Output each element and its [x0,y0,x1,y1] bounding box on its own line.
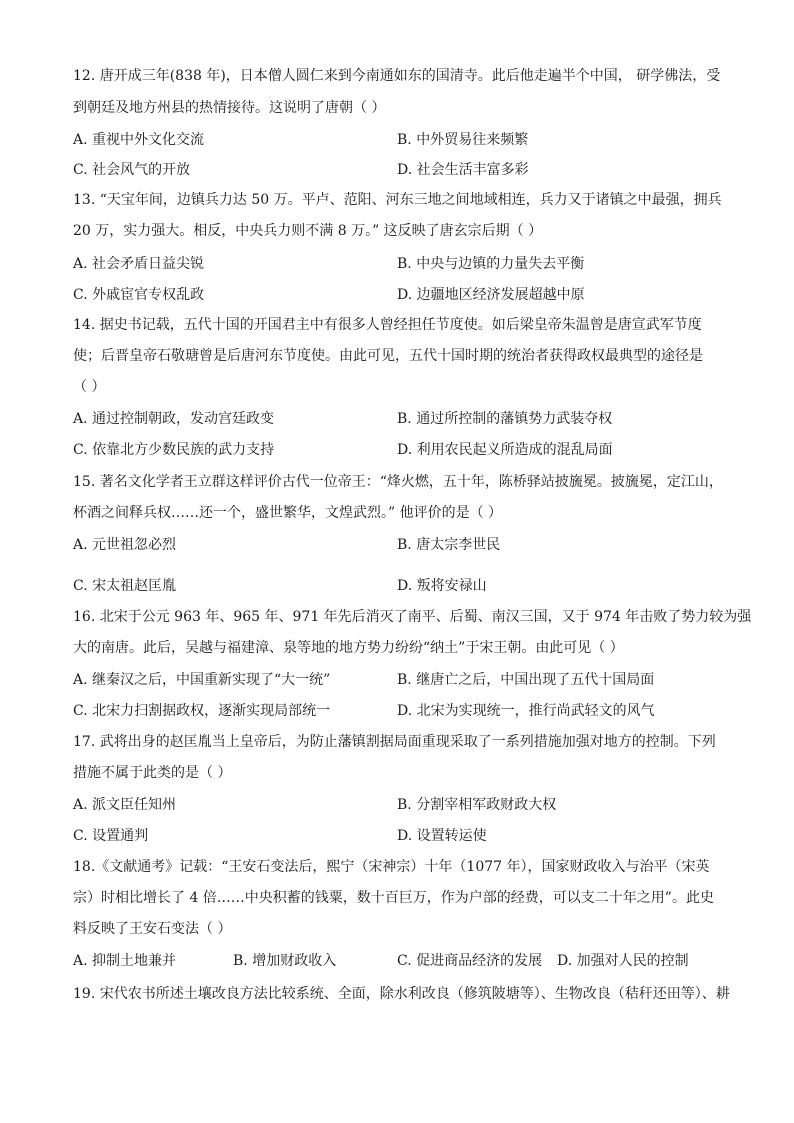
q18-option-d: D. 加强对人民的控制 [557,953,689,969]
q14-line-1: 14. 据史书记载，五代十国的开国君主中有很多人曾经担任节度使。如后梁皇帝朱温曾是唐宣武军节度 [73,317,702,333]
q16-line-2: 大的南唐。此后，吴越与福建漳、泉等地的地方势力纷纷“纳土”于宋王朝。由此可见（ ） [73,640,624,656]
q15-line-2: 杯酒之间释兵权……还一个，盛世繁华，文煌武烈。” 他评价的是（ ） [73,505,503,521]
q17-line-1: 17. 武将出身的赵匡胤当上皇帝后，为防止藩镇割据局面重现采取了一系列措施加强对地方的控制。下列 [73,734,716,750]
q12-line-1: 12. 唐开成三年(838 年)，日本僧人圆仁来到今南通如东的国清寺。此后他走遍半个中国， 研学佛法，受 [73,68,721,84]
q16-option-b: B. 继唐亡之后，中国出现了五代十国局面 [397,672,655,688]
q15-option-d: D. 叛将安禄山 [397,578,487,594]
q13-line-1: 13. “天宝年间，边镇兵力达 50 万。平卢、范阳、河东三地之间地域相连，兵力又于诸镇之中最强，拥兵 [73,192,722,208]
q17-line-2: 措施不属于此类的是（ ） [73,765,232,781]
q14-option-a: A. 通过控制朝政，发动宫廷政变 [73,411,275,427]
q15-line-1: 15. 著名文化学者王立群这样评价古代一位帝王：“烽火燃，五十年，陈桥驿站披旒冕。披旒冕，定江山， [73,474,723,490]
q14-option-d: D. 利用农民起义所造成的混乱局面 [397,442,613,458]
q12-option-d: D. 社会生活丰富多彩 [397,162,529,178]
q13-option-d: D. 边疆地区经济发展超越中原 [397,287,585,303]
q17-option-c: C. 设置通判 [73,828,149,844]
q18-line-1: 18.《文献通考》记载：“王安石变法后，熙宁（宋神宗）十年（1077 年），国家财政收入与治平（宋英 [73,859,710,875]
q13-option-a: A. 社会矛盾日益尖锐 [73,256,205,272]
q15-option-b: B. 唐太宗李世民 [397,537,501,553]
q18-option-b: B. 增加财政收入 [233,953,337,969]
q14-line-3: （ ） [73,379,106,395]
q18-line-2: 宗）时相比增长了 4 倍……中央积蓄的钱粟，数十百巨万，作为户部的经费，可以支二十年之用”。此史 [73,890,714,906]
q18-option-a: A. 抑制土地兼并 [73,953,177,969]
q14-option-c: C. 依靠北方少数民族的武力支持 [73,442,275,458]
q15-option-a: A. 元世祖忽必烈 [73,537,177,553]
q13-line-2: 20 万，实力强大。相反，中央兵力则不满 8 万。” 这反映了唐玄宗后期（ ） [73,223,543,239]
q18-line-3: 料反映了王安石变法（ ） [73,921,232,937]
q15-option-c: C. 宋太祖赵匡胤 [73,578,177,594]
q16-option-d: D. 北宋为实现统一，推行尚武轻文的风气 [397,703,655,719]
q13-option-c: C. 外戚宦官专权乱政 [73,287,205,303]
q12-option-c: C. 社会风气的开放 [73,162,191,178]
q14-line-2: 使；后晋皇帝石敬瑭曾是后唐河东节度使。由此可见，五代十国时期的统治者获得政权最典型的途径是 [73,348,703,364]
q17-option-a: A. 派文臣任知州 [73,797,177,813]
q17-option-d: D. 设置转运使 [397,828,487,844]
q16-option-c: C. 北宋力扫割据政权，逐渐实现局部统一 [73,703,331,719]
q14-option-b: B. 通过所控制的藩镇势力武装夺权 [397,411,613,427]
q12-option-b: B. 中外贸易往来频繁 [397,132,529,148]
q19-line-1: 19. 宋代农书所述土壤改良方法比较系统、全面，除水利改良（修筑陂塘等）、生物改良（秸秆还田等）、耕 [73,986,730,1002]
q16-option-a: A. 继秦汉之后，中国重新实现了“大一统” [73,672,331,688]
q16-line-1: 16. 北宋于公元 963 年、965 年、971 年先后消灭了南平、后蜀、南汉三国，又于 974 年击败了势力较为强 [73,609,752,625]
q17-option-b: B. 分割宰相军政财政大权 [397,797,557,813]
q12-line-2: 到朝廷及地方州县的热情接待。这说明了唐朝（ ） [73,100,386,116]
q12-option-a: A. 重视中外文化交流 [73,132,205,148]
q13-option-b: B. 中央与边镇的力量失去平衡 [397,256,585,272]
q18-option-c: C. 促进商品经济的发展 [397,953,543,969]
